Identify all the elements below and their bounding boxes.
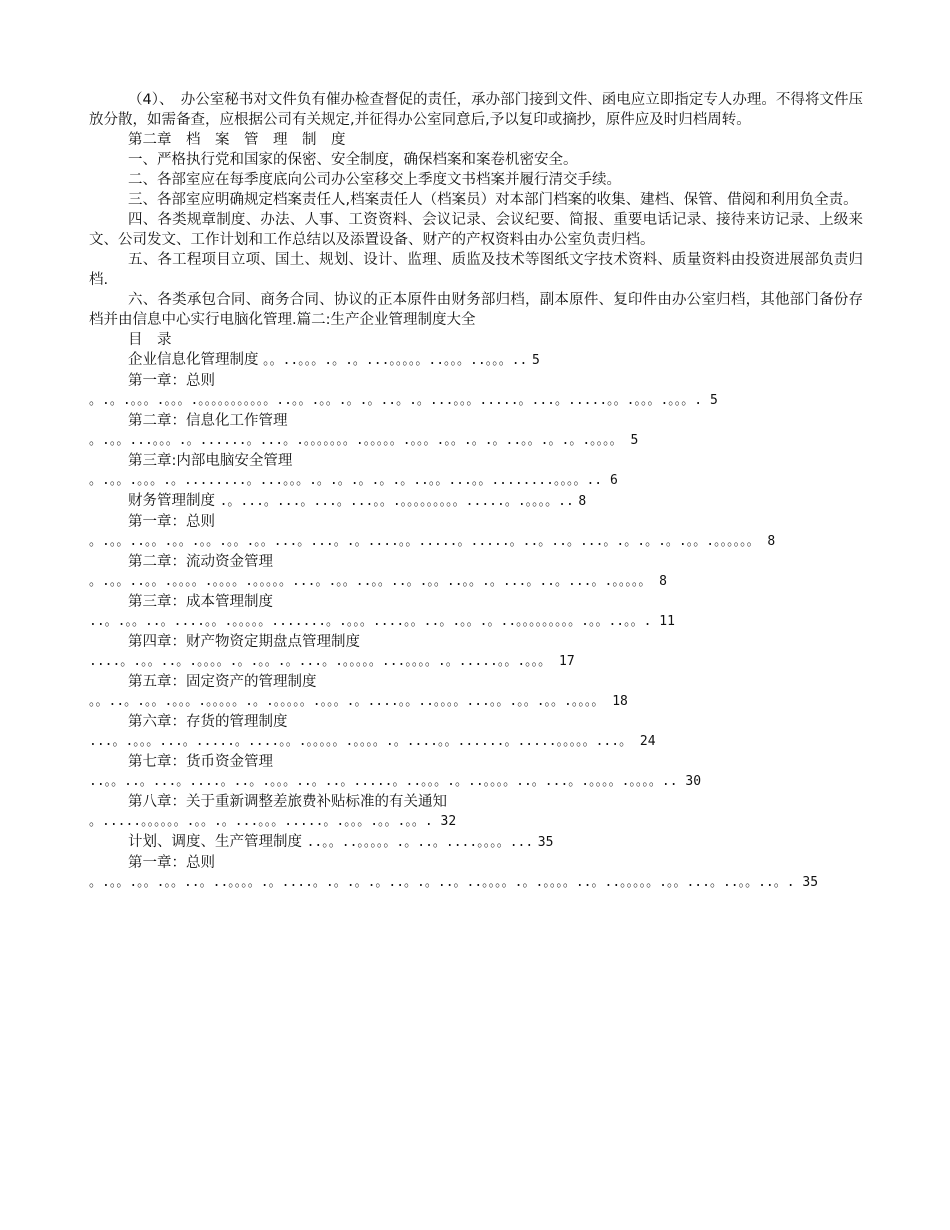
chapter-heading-archives: 第二章 档 案 管 理 制 度 bbox=[128, 132, 346, 148]
toc-leader-dots: ...。.。。。...。.....。....。。.。。。。。.。。。。.。....。。......。.....。。。。。...。 bbox=[89, 734, 633, 749]
toc-entry-title bbox=[89, 632, 863, 652]
toc-entry-title bbox=[89, 491, 863, 512]
toc-page-number: 5 bbox=[531, 353, 540, 368]
toc-page-number: 30 bbox=[685, 774, 702, 789]
toc-entry-title-text: 第三章:内部电脑安全管理 bbox=[128, 453, 293, 469]
toc-entry bbox=[89, 451, 863, 491]
toc-leader-dots: 。.。。.。。。.。........。...。。。.。.。.。.。.。..。。...。。........。。。。.. bbox=[89, 473, 603, 488]
toc-entry-title bbox=[89, 853, 863, 873]
toc-page-number: 35 bbox=[537, 835, 554, 850]
toc-leader-line bbox=[89, 812, 863, 832]
toc-leader-line bbox=[89, 391, 863, 411]
toc-entry bbox=[89, 792, 863, 832]
toc-leader-dots: 。.。。...。。。.。......。...。.。。。。。。。.。。。。。.。。。.。。.。.。..。。.。.。.。。。。 bbox=[89, 433, 623, 448]
toc-entry-title-text: 第一章：总则 bbox=[128, 514, 215, 530]
toc-entry bbox=[89, 491, 863, 512]
toc-entry-title-text: 第二章：流动资金管理 bbox=[128, 554, 273, 570]
toc-page-number: 17 bbox=[559, 654, 575, 669]
toc-leader-line bbox=[89, 652, 863, 672]
paragraph-rule-2: 二、各部室应在每季度底向公司办公室移交上季度文书档案并履行清交手续。 bbox=[128, 172, 621, 188]
toc-entry-title-text: 企业信息化管理制度 bbox=[128, 352, 259, 368]
toc-leader-dots: 。。..。。。.。.。...。。。。。..。。。..。。。.. bbox=[263, 353, 528, 368]
toc-leader-line bbox=[89, 873, 863, 893]
toc-leader-dots: 。。..。.。。.。。。.。。。。。.。.。。。。。.。。。.。....。。..。。。。...。。.。。.。。.。。。。 bbox=[89, 694, 605, 709]
toc-leader-line bbox=[89, 692, 863, 712]
toc-entry bbox=[89, 592, 863, 632]
toc-entry-title bbox=[89, 792, 863, 812]
paragraph-rule-6: 六、各类承包合同、商务合同、协议的正本原件由财务部归档，副本原件、复印件由办公室归档，其他部门备份存档并由信息中心实行电脑化管理.篇二:生产企业管理制度大全 bbox=[89, 292, 863, 328]
paragraph-rule-4: 四、各类规章制度、办法、人事、工资资料、会议记录、会议纪要、简报、重要电话记录、接待来访记录、上级来文、公司发文、工作计划和工作总结以及添置设备、财产的产权资料由办公室负责归档。 bbox=[89, 212, 863, 248]
toc-entry-title-text: 第三章：成本管理制度 bbox=[128, 594, 273, 610]
toc-heading: 目 录 bbox=[128, 332, 172, 348]
toc-entry bbox=[89, 371, 863, 411]
paragraph-rule-3: 三、各部室应明确规定档案责任人,档案责任人（档案员）对本部门档案的收集、建档、保管、借阅和利用负全责。 bbox=[128, 192, 858, 208]
toc-page-number: 8 bbox=[578, 494, 587, 509]
paragraph-rule-1: 一、严格执行党和国家的保密、安全制度，确保档案和案卷机密安全。 bbox=[128, 152, 578, 168]
toc-leader-line bbox=[89, 732, 863, 752]
toc-leader-line bbox=[89, 612, 863, 632]
toc-leader-line bbox=[89, 772, 863, 792]
toc-page-number: 8 bbox=[659, 574, 667, 589]
toc-entry-title bbox=[89, 552, 863, 572]
toc-entry-title-text: 第一章：总则 bbox=[128, 373, 215, 389]
toc-leader-dots: ....。.。。..。.。。。。.。.。。.。...。.。。。。。...。。。。.。.....。。.。。。 bbox=[89, 654, 552, 669]
toc-page-number: 5 bbox=[630, 433, 639, 448]
toc-entry-title-text: 财务管理制度 bbox=[128, 493, 215, 509]
toc-leader-dots: 。.。.。。。.。。。.。。。。。。。。。。。..。。.。。.。.。..。.。...。。。.....。...。.....。。.。。。.。。。. bbox=[89, 393, 703, 408]
toc-entry-title-text: 第六章：存货的管理制度 bbox=[128, 714, 288, 730]
toc-leader-dots: 。.。。..。。.。。。。.。。。。.。。。。。...。.。。..。。..。.。。..。。.。...。..。...。.。。。。。 bbox=[89, 574, 652, 589]
toc-page-number: 35 bbox=[802, 875, 819, 890]
toc-entry-title bbox=[89, 451, 863, 471]
toc-entry-title-text: 第四章：财产物资定期盘点管理制度 bbox=[128, 634, 360, 650]
toc-entry-title bbox=[89, 371, 863, 391]
toc-entry bbox=[89, 832, 863, 853]
toc-entry bbox=[89, 350, 863, 371]
toc-entry-title-text: 第二章：信息化工作管理 bbox=[128, 413, 288, 429]
toc-entry-title bbox=[89, 752, 863, 772]
toc-entry bbox=[89, 632, 863, 672]
paragraph-file-handling: （4）、 办公室秘书对文件负有催办检查督促的责任，承办部门接到文件、函电应立即指定专人办理。不得将文件压放分散，如需备查，应根据公司有关规定,并征得办公室同意后,予以复印或摘抄，原件应及时归档周转。 bbox=[89, 92, 863, 128]
toc-entry-title-text: 第七章：货币资金管理 bbox=[128, 754, 273, 770]
toc-entry-title-text: 计划、调度、生产管理制度 bbox=[128, 834, 302, 850]
toc-leader-dots: 。.。。.。。.。。..。..。。。。.。....。.。.。.。..。.。..。..。。。。.。.。。。。..。..。。。。。.。。...。..。。..。. bbox=[89, 875, 795, 890]
toc-entry bbox=[89, 853, 863, 893]
toc-entry-title-text: 第五章：固定资产的管理制度 bbox=[128, 674, 317, 690]
toc-leader-line bbox=[89, 431, 863, 451]
toc-leader-dots: 。.。。..。。.。。.。。.。。.。。...。...。.。....。。.....。.....。..。..。...。.。.。.。.。。.。。。。。。 bbox=[89, 534, 760, 549]
toc-entry-title bbox=[89, 592, 863, 612]
toc-entry-title-text: 第一章：总则 bbox=[128, 855, 215, 871]
toc-entry-title bbox=[89, 411, 863, 431]
toc-page-number: 11 bbox=[659, 614, 675, 629]
toc-leader-dots: ..。。..。...。....。..。.。。。..。..。.....。..。。。.。..。。。。..。...。.。。。。.。。。。.. bbox=[89, 774, 678, 789]
toc-leader-line bbox=[89, 471, 863, 491]
toc-entry-title-text: 第八章：关于重新调整差旅费补贴标准的有关通知 bbox=[128, 794, 447, 810]
toc-leader-dots: .。...。...。...。...。。.。。。。。。。。。.....。.。。。。.. bbox=[219, 494, 574, 509]
toc-entry bbox=[89, 712, 863, 752]
toc-page-number: 24 bbox=[639, 734, 656, 749]
toc-entry bbox=[89, 752, 863, 792]
toc-entry-title bbox=[89, 512, 863, 532]
toc-leader-line bbox=[89, 572, 863, 592]
toc-entry bbox=[89, 512, 863, 552]
toc-leader-line bbox=[89, 532, 863, 552]
toc-entry-title bbox=[89, 832, 863, 853]
paragraph-rule-5: 五、各工程项目立项、国土、规划、设计、监理、质监及技术等图纸文字技术资料、质量资料由投资进展部负责归档. bbox=[89, 252, 863, 288]
toc-leader-dots: ..。。..。。。。。.。..。....。。。。... bbox=[306, 835, 534, 850]
table-of-contents bbox=[89, 350, 863, 893]
toc-page-number: 8 bbox=[767, 534, 776, 549]
toc-page-number: 6 bbox=[609, 473, 618, 488]
toc-entry-title bbox=[89, 712, 863, 732]
toc-leader-dots: 。.....。。。。。。.。。.。...。。。.....。.。。。.。。.。。. bbox=[89, 814, 433, 829]
toc-page-number: 32 bbox=[440, 814, 457, 829]
toc-entry bbox=[89, 672, 863, 712]
toc-page-number: 18 bbox=[612, 694, 628, 709]
toc-entry-title bbox=[89, 350, 863, 371]
toc-entry bbox=[89, 411, 863, 451]
toc-leader-dots: ..。.。。..。....。。.。。。。。.......。.。。。....。。..。.。。.。..。。。。。。。。。.。。..。。. bbox=[89, 614, 652, 629]
toc-page-number: 5 bbox=[709, 393, 718, 408]
toc-entry bbox=[89, 552, 863, 592]
toc-entry-title bbox=[89, 672, 863, 692]
document-page bbox=[89, 90, 863, 893]
